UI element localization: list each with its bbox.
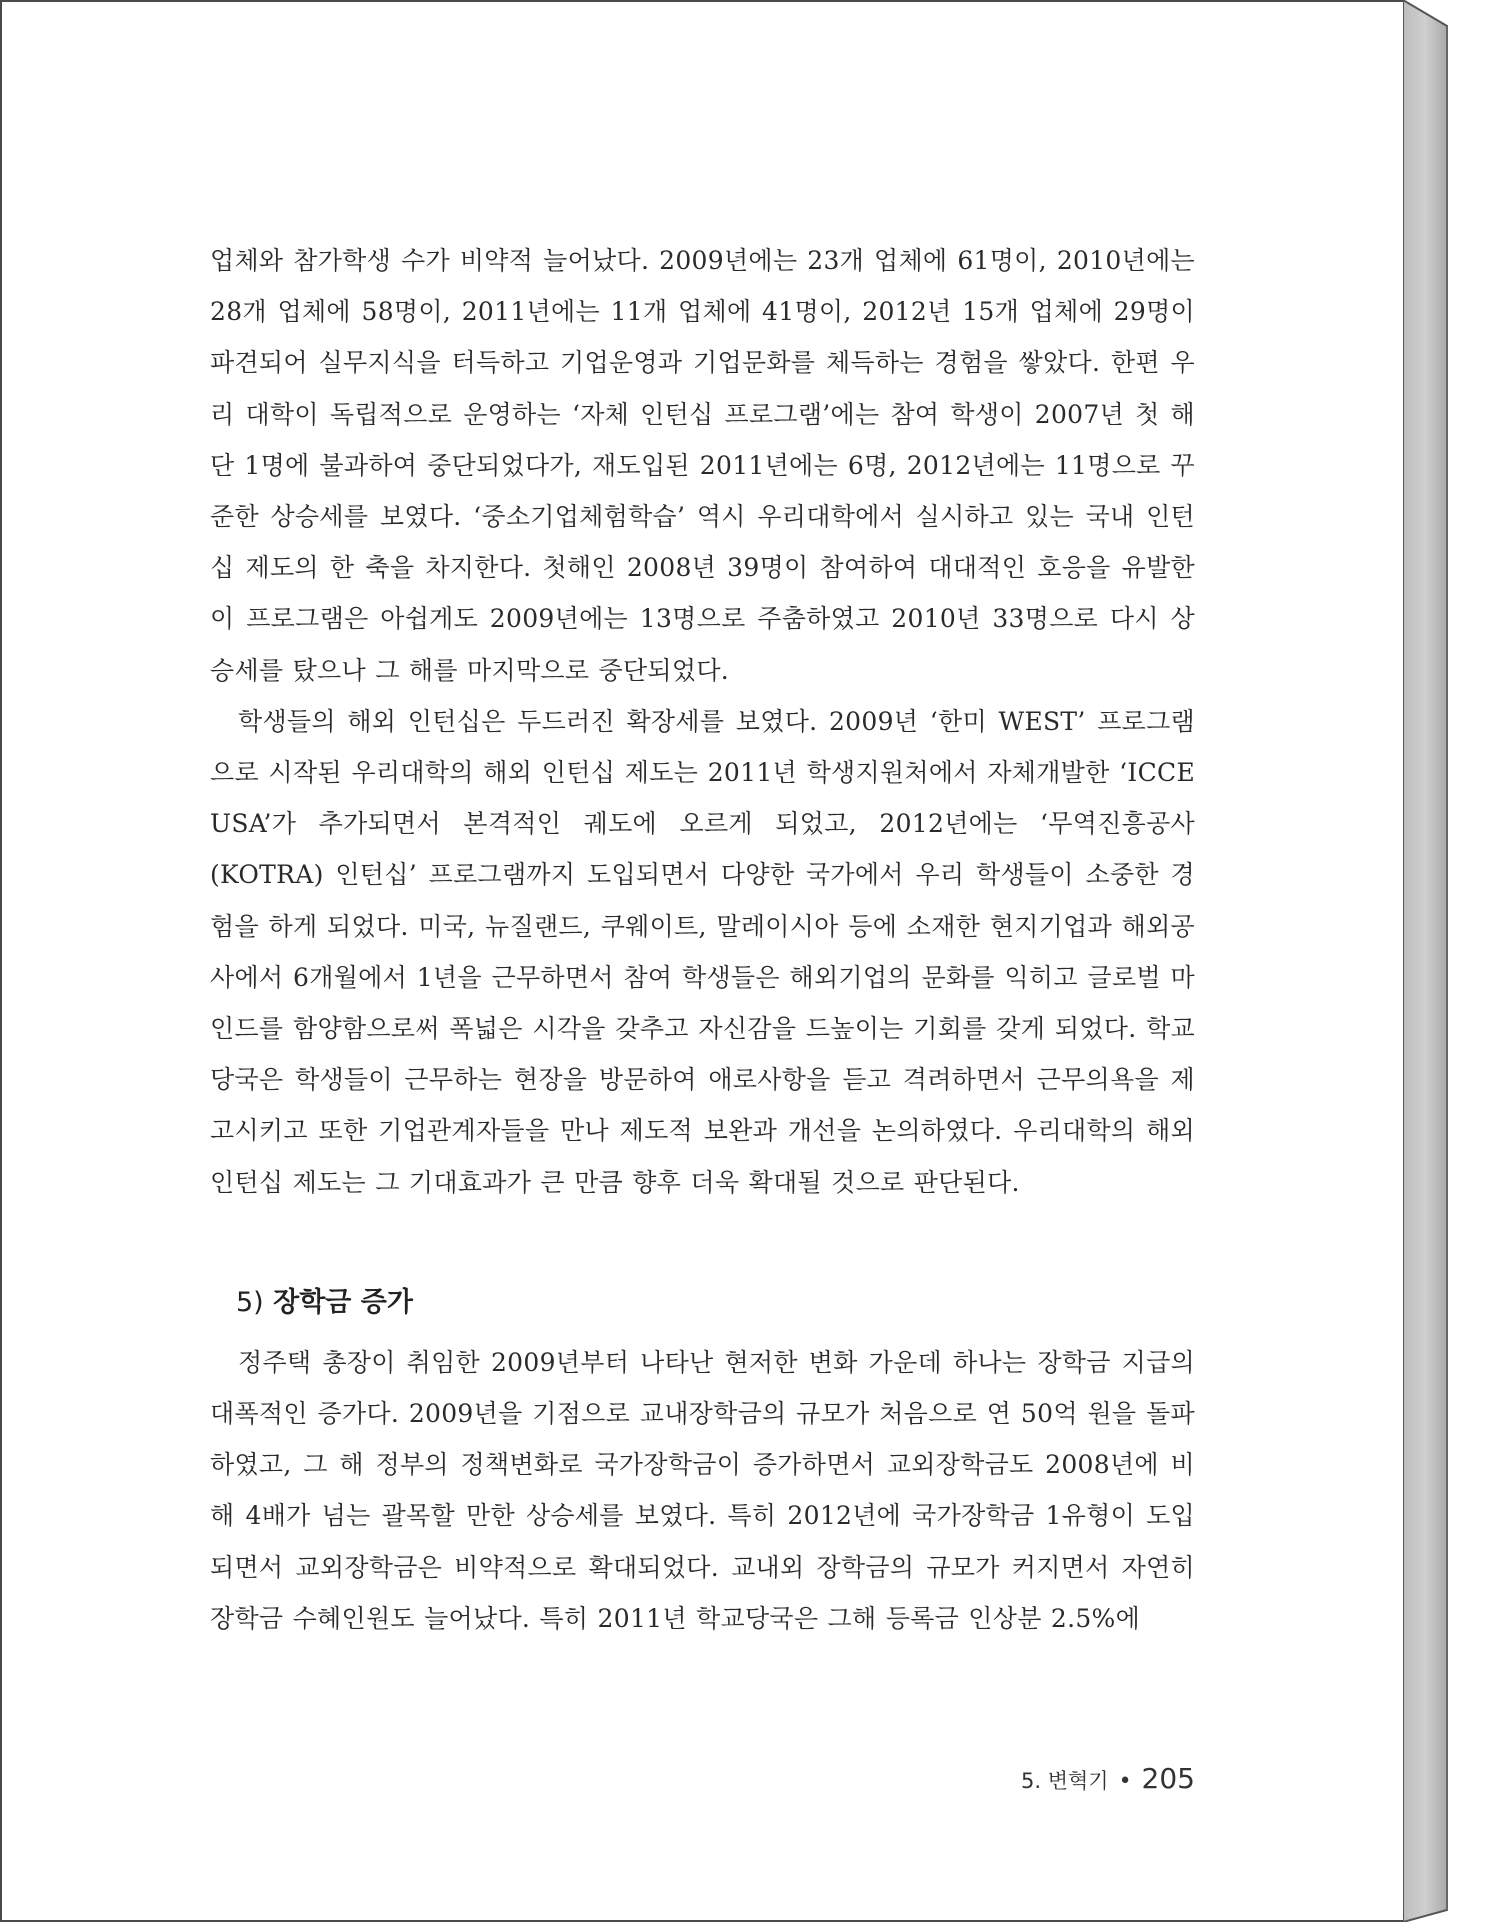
section-heading: [236, 1280, 1195, 1319]
book-page-edge: [1403, 0, 1459, 1922]
page-footer: [1021, 1762, 1195, 1795]
chapter-label: 5. 변혁기: [1020, 1769, 1109, 1793]
page-number: 205: [1141, 1762, 1195, 1795]
section-title: 장학금 증가: [273, 1286, 413, 1318]
body-paragraph-3: 정주택 총장이 취임한 2009년부터 나타난 현저한 변화 가운데 하나는 장학금 지급의 대폭적인 증가다. 2009년을 기점으로 교내장학금의 규모가 처음으로 연 50억 원을 돌파하였고, 그 해 정부의 정책변화로 국가장학금이 증가하면서 교외장학금도 2008년에 비해 4배가 넘는 괄목할 만한 상승세를 보였다. 특히 2012년에 국가장학금 1유형이 도입되면서 교외장학금은 비약적으로 확대되었다. 교내외 장학금의 규모가 커지면서 자연히 장학금 수혜인원도 늘어났다. 특히 2011년 학교당국은 그해 등록금 인상분 2.5%에: [210, 1347, 1195, 1633]
body-paragraph-2: 학생들의 해외 인턴십은 두드러진 확장세를 보였다. 2009년 ‘한미 WEST’ 프로그램으로 시작된 우리대학의 해외 인턴십 제도는 2011년 학생지원처에서 자체개발한 ‘ICCE USA’가 추가되면서 본격적인 궤도에 오르게 되었고, 2012년에는 ‘무역진흥공사(KOTRA) 인턴십’ 프로그램까지 도입되면서 다양한 국가에서 우리 학생들이 소중한 경험을 하게 되었다. 미국, 뉴질랜드, 쿠웨이트, 말레이시아 등에 소재한 현지기업과 해외공사에서 6개월에서 1년을 근무하면서 참여 학생들은 해외기업의 문화를 익히고 글로벌 마인드를 함양함으로써 폭넓은 시각을 갖추고 자신감을 드높이는 기회를 갖게 되었다. 학교당국은 학생들이 근무하는 현장을 방문하여 애로사항을 듣고 격려하면서 근무의욕을 제고시키고 또한 기업관계자들을 만나 제도적 보완과 개선을 논의하였다. 우리대학의 해외 인턴십 제도는 그 기대효과가 큰 만큼 향후 더욱 확대될 것으로 판단된다.: [210, 706, 1195, 1197]
footer-separator: •: [1118, 1769, 1132, 1794]
section-number: 5): [236, 1286, 264, 1318]
page-body: [210, 235, 1195, 1644]
page-edge-graphic: [1403, 0, 1459, 1922]
body-paragraph-1: 업체와 참가학생 수가 비약적 늘어났다. 2009년에는 23개 업체에 61명이, 2010년에는 28개 업체에 58명이, 2011년에는 11개 업체에 41명이, 2012년 15개 업체에 29명이 파견되어 실무지식을 터득하고 기업운영과 기업문화를 체득하는 경험을 쌓았다. 한편 우리 대학이 독립적으로 운영하는 ‘자체 인턴십 프로그램’에는 참여 학생이 2007년 첫 해단 1명에 불과하여 중단되었다가, 재도입된 2011년에는 6명, 2012년에는 11명으로 꾸준한 상승세를 보였다. ‘중소기업체험학습’ 역시 우리대학에서 실시하고 있는 국내 인턴십 제도의 한 축을 차지한다. 첫해인 2008년 39명이 참여하여 대대적인 호응을 유발한 이 프로그램은 아쉽게도 2009년에는 13명으로 주춤하였고 2010년 33명으로 다시 상승세를 탔으나 그 해를 마지막으로 중단되었다.: [210, 246, 1195, 685]
